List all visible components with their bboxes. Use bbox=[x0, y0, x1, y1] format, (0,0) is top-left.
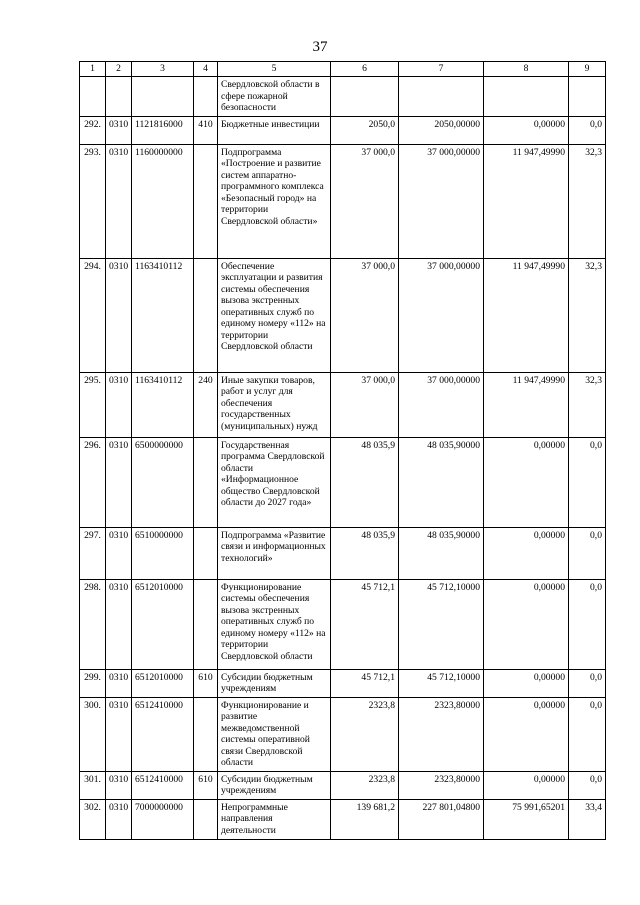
amount-cell: 37 000,0 bbox=[331, 144, 399, 258]
item-name-cell: Субсидии бюджетным учреждениям bbox=[218, 669, 331, 697]
column-header: 4 bbox=[194, 62, 218, 77]
item-name-cell: Обеспечение эксплуатации и развития системы обеспечения вызова экстренных оперативных служб по единому номеру «112» на территории Свердловской области bbox=[218, 258, 331, 372]
target-code-cell: 6512010000 bbox=[132, 579, 194, 669]
item-name-cell: Государственная программа Свердловской области «Информационное общество Свердловской области до 2027 года» bbox=[218, 437, 331, 527]
amount-cell: 0,00000 bbox=[484, 116, 569, 144]
row-number-cell: 299. bbox=[80, 669, 106, 697]
section-code-cell: 0310 bbox=[106, 771, 132, 799]
amount-cell: 37 000,0 bbox=[331, 372, 399, 437]
target-code-cell: 6512410000 bbox=[132, 771, 194, 799]
table-row bbox=[80, 771, 606, 799]
item-name-cell: Подпрограмма «Развитие связи и информационных технологий» bbox=[218, 527, 331, 579]
row-number-cell bbox=[80, 77, 106, 117]
column-header: 3 bbox=[132, 62, 194, 77]
amount-cell: 37 000,0 bbox=[331, 258, 399, 372]
amount-cell: 2323,8 bbox=[331, 771, 399, 799]
amount-cell: 11 947,49990 bbox=[484, 258, 569, 372]
percent-cell: 0,0 bbox=[569, 527, 606, 579]
header-row bbox=[80, 62, 606, 77]
row-number-cell: 300. bbox=[80, 697, 106, 771]
target-code-cell: 1163410112 bbox=[132, 258, 194, 372]
amount-cell: 0,00000 bbox=[484, 579, 569, 669]
target-code-cell: 6512410000 bbox=[132, 697, 194, 771]
column-header: 5 bbox=[218, 62, 331, 77]
expense-type-cell bbox=[194, 258, 218, 372]
section-code-cell: 0310 bbox=[106, 437, 132, 527]
amount-cell: 139 681,2 bbox=[331, 799, 399, 839]
row-number-cell: 302. bbox=[80, 799, 106, 839]
amount-cell: 45 712,1 bbox=[331, 579, 399, 669]
row-number-cell: 295. bbox=[80, 372, 106, 437]
item-name-cell: Бюджетные инвестиции bbox=[218, 116, 331, 144]
column-header: 9 bbox=[569, 62, 606, 77]
amount-cell: 2050,0 bbox=[331, 116, 399, 144]
target-code-cell: 1163410112 bbox=[132, 372, 194, 437]
table-row bbox=[80, 697, 606, 771]
column-header: 1 bbox=[80, 62, 106, 77]
expense-type-cell: 610 bbox=[194, 771, 218, 799]
table-body bbox=[80, 77, 606, 840]
column-header: 7 bbox=[399, 62, 484, 77]
expense-type-cell: 610 bbox=[194, 669, 218, 697]
section-code-cell: 0310 bbox=[106, 697, 132, 771]
amount-cell bbox=[399, 77, 484, 117]
item-name-cell: Функционирование системы обеспечения вызова экстренных оперативных служб по единому номеру «112» на территории Свердловской области bbox=[218, 579, 331, 669]
row-number-cell: 296. bbox=[80, 437, 106, 527]
item-name-cell: Иные закупки товаров, работ и услуг для обеспечения государственных (муниципальных) нужд bbox=[218, 372, 331, 437]
column-header: 8 bbox=[484, 62, 569, 77]
percent-cell: 32,3 bbox=[569, 144, 606, 258]
percent-cell: 0,0 bbox=[569, 579, 606, 669]
section-code-cell: 0310 bbox=[106, 144, 132, 258]
percent-cell bbox=[569, 77, 606, 117]
amount-cell: 37 000,00000 bbox=[399, 258, 484, 372]
percent-cell: 0,0 bbox=[569, 116, 606, 144]
target-code-cell: 6500000000 bbox=[132, 437, 194, 527]
amount-cell: 0,00000 bbox=[484, 697, 569, 771]
amount-cell: 48 035,90000 bbox=[399, 527, 484, 579]
item-name-cell: Свердловской области в сфере пожарной безопасности bbox=[218, 77, 331, 117]
percent-cell: 0,0 bbox=[569, 771, 606, 799]
target-code-cell: 1121816000 bbox=[132, 116, 194, 144]
section-code-cell: 0310 bbox=[106, 116, 132, 144]
expense-type-cell bbox=[194, 77, 218, 117]
target-code-cell: 6512010000 bbox=[132, 669, 194, 697]
section-code-cell: 0310 bbox=[106, 372, 132, 437]
amount-cell: 48 035,9 bbox=[331, 437, 399, 527]
column-header: 2 bbox=[106, 62, 132, 77]
table-row bbox=[80, 579, 606, 669]
column-header: 6 bbox=[331, 62, 399, 77]
table-row bbox=[80, 116, 606, 144]
amount-cell: 37 000,00000 bbox=[399, 372, 484, 437]
table-row bbox=[80, 372, 606, 437]
percent-cell: 32,3 bbox=[569, 372, 606, 437]
target-code-cell: 1160000000 bbox=[132, 144, 194, 258]
target-code-cell: 6510000000 bbox=[132, 527, 194, 579]
section-code-cell: 0310 bbox=[106, 669, 132, 697]
budget-table bbox=[79, 61, 606, 840]
table-row bbox=[80, 437, 606, 527]
expense-type-cell bbox=[194, 579, 218, 669]
item-name-cell: Функционирование и развитие межведомственной системы оперативной связи Свердловской области bbox=[218, 697, 331, 771]
amount-cell: 48 035,90000 bbox=[399, 437, 484, 527]
percent-cell: 0,0 bbox=[569, 437, 606, 527]
target-code-cell bbox=[132, 77, 194, 117]
percent-cell: 0,0 bbox=[569, 697, 606, 771]
expense-type-cell: 240 bbox=[194, 372, 218, 437]
amount-cell: 2323,8 bbox=[331, 697, 399, 771]
amount-cell: 2050,00000 bbox=[399, 116, 484, 144]
amount-cell: 0,00000 bbox=[484, 669, 569, 697]
amount-cell: 0,00000 bbox=[484, 771, 569, 799]
row-number-cell: 292. bbox=[80, 116, 106, 144]
table-row bbox=[80, 258, 606, 372]
item-name-cell: Субсидии бюджетным учреждениям bbox=[218, 771, 331, 799]
expense-type-cell bbox=[194, 437, 218, 527]
amount-cell: 227 801,04800 bbox=[399, 799, 484, 839]
amount-cell: 11 947,49990 bbox=[484, 372, 569, 437]
amount-cell: 0,00000 bbox=[484, 437, 569, 527]
section-code-cell: 0310 bbox=[106, 799, 132, 839]
table-row bbox=[80, 527, 606, 579]
percent-cell: 0,0 bbox=[569, 669, 606, 697]
amount-cell: 45 712,10000 bbox=[399, 579, 484, 669]
amount-cell: 37 000,00000 bbox=[399, 144, 484, 258]
table-row bbox=[80, 144, 606, 258]
amount-cell: 0,00000 bbox=[484, 527, 569, 579]
item-name-cell: Подпрограмма «Построение и развитие систем аппаратно-программного комплекса «Безопасный город» на территории Свердловской области» bbox=[218, 144, 331, 258]
amount-cell: 2323,80000 bbox=[399, 697, 484, 771]
section-code-cell bbox=[106, 77, 132, 117]
expense-type-cell bbox=[194, 697, 218, 771]
expense-type-cell bbox=[194, 144, 218, 258]
item-name-cell: Непрограммные направления деятельности bbox=[218, 799, 331, 839]
row-number-cell: 301. bbox=[80, 771, 106, 799]
page-number: 37 bbox=[312, 39, 328, 55]
amount-cell: 11 947,49990 bbox=[484, 144, 569, 258]
amount-cell bbox=[484, 77, 569, 117]
expense-type-cell: 410 bbox=[194, 116, 218, 144]
table-row bbox=[80, 799, 606, 839]
section-code-cell: 0310 bbox=[106, 579, 132, 669]
target-code-cell: 7000000000 bbox=[132, 799, 194, 839]
expense-type-cell bbox=[194, 527, 218, 579]
amount-cell: 75 991,65201 bbox=[484, 799, 569, 839]
row-number-cell: 297. bbox=[80, 527, 106, 579]
percent-cell: 33,4 bbox=[569, 799, 606, 839]
amount-cell: 2323,80000 bbox=[399, 771, 484, 799]
percent-cell: 32,3 bbox=[569, 258, 606, 372]
amount-cell: 45 712,1 bbox=[331, 669, 399, 697]
amount-cell bbox=[331, 77, 399, 117]
amount-cell: 48 035,9 bbox=[331, 527, 399, 579]
table-row bbox=[80, 77, 606, 117]
amount-cell: 45 712,10000 bbox=[399, 669, 484, 697]
section-code-cell: 0310 bbox=[106, 527, 132, 579]
row-number-cell: 293. bbox=[80, 144, 106, 258]
expense-type-cell bbox=[194, 799, 218, 839]
table-row bbox=[80, 669, 606, 697]
row-number-cell: 294. bbox=[80, 258, 106, 372]
section-code-cell: 0310 bbox=[106, 258, 132, 372]
row-number-cell: 298. bbox=[80, 579, 106, 669]
